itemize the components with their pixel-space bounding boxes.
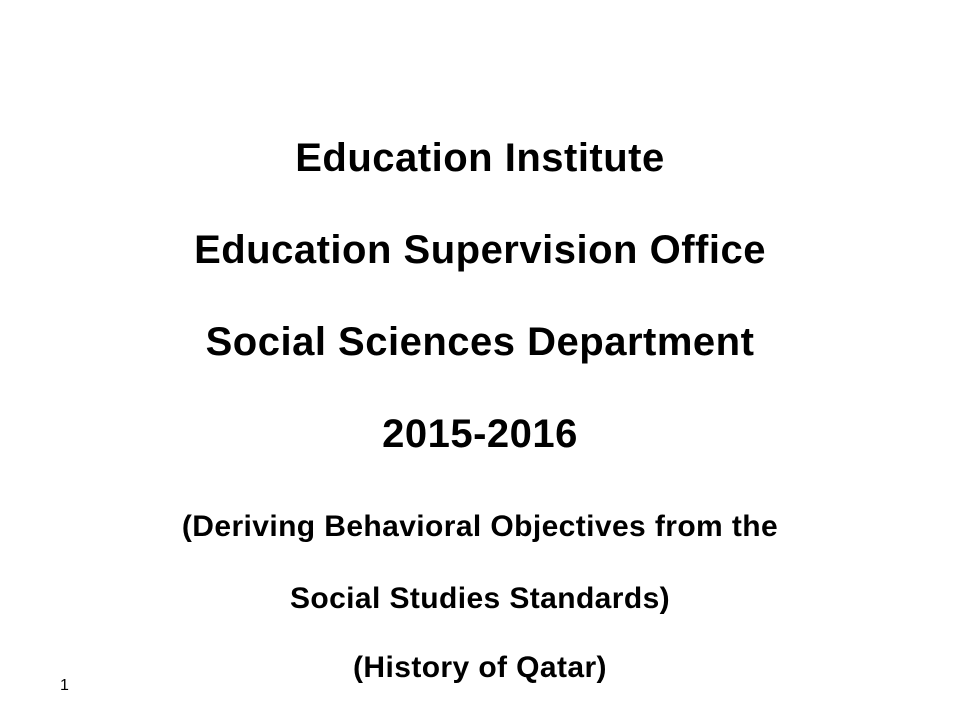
subject-title: (History of Qatar) [353,651,607,684]
institute-title: Education Institute [295,136,665,180]
subtitle-line-2: Social Studies Standards) [289,582,671,615]
academic-year: 2015-2016 [382,412,578,456]
subtitle-line-1: (Deriving Behavioral Objectives from the [181,510,779,543]
department-title: Social Sciences Department [205,320,755,364]
page-number: 1 [60,677,69,694]
office-title: Education Supervision Office [194,228,766,272]
